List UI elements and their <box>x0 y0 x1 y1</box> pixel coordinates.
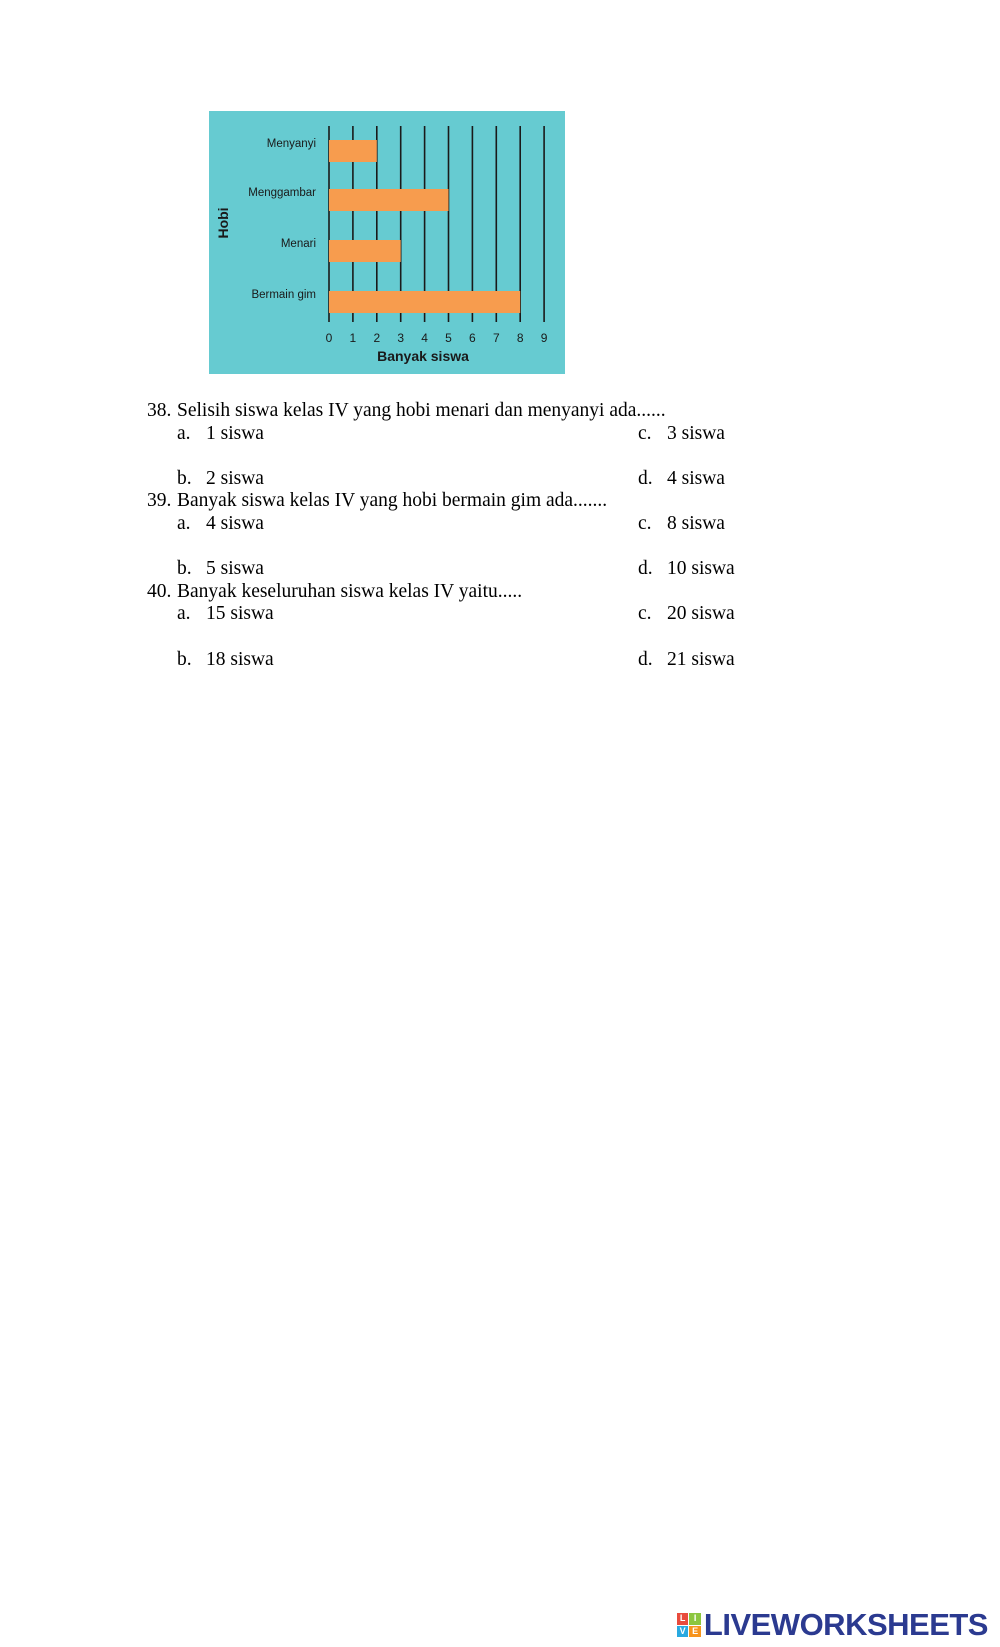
logo-block: I <box>689 1613 701 1625</box>
option-c[interactable]: c. 20 siswa <box>638 603 735 625</box>
option-c[interactable]: c. 8 siswa <box>638 512 725 534</box>
x-tick-label: 1 <box>349 331 357 345</box>
logo-text: LIVEWORKSHEETS <box>703 1607 988 1642</box>
option-a[interactable]: a. 1 siswa <box>177 422 264 444</box>
x-tick-label: 7 <box>492 331 500 345</box>
option-a[interactable]: a. 4 siswa <box>177 512 264 534</box>
question-text: Banyak siswa kelas IV yang hobi bermain gim ada....... <box>177 490 608 512</box>
options-row <box>147 603 847 626</box>
logo-block: L <box>677 1613 689 1625</box>
option-b[interactable]: b. 2 siswa <box>177 467 264 489</box>
bar-chart-svg <box>209 111 565 374</box>
bar <box>329 140 377 162</box>
y-axis-title: Hobi <box>215 207 231 239</box>
question-38 <box>147 400 847 423</box>
question-number: 38. <box>147 400 172 421</box>
x-tick-label: 2 <box>373 331 381 345</box>
x-tick-label: 0 <box>325 331 333 345</box>
x-tick-label: 5 <box>445 331 452 345</box>
question-number: 40. <box>147 580 172 602</box>
options-row <box>147 468 847 491</box>
options-row <box>147 513 847 536</box>
question-number: 39. <box>147 490 172 512</box>
liveworksheets-logo[interactable] <box>677 1608 988 1642</box>
options-row <box>147 649 847 672</box>
category-label: Menari <box>280 238 316 250</box>
x-tick-label: 4 <box>421 331 428 345</box>
x-tick-label: 9 <box>540 331 548 345</box>
option-d[interactable]: d. 21 siswa <box>638 648 735 670</box>
category-label: Menyanyi <box>266 138 316 150</box>
bar <box>329 240 401 262</box>
question-39 <box>147 490 847 513</box>
logo-block: E <box>689 1626 701 1638</box>
options-row <box>147 558 847 581</box>
category-label: Bermain gim <box>251 289 316 301</box>
bar <box>329 189 449 211</box>
option-b[interactable]: b. 5 siswa <box>177 558 264 580</box>
x-tick-label: 8 <box>516 331 524 345</box>
question-text: Banyak keseluruhan siswa kelas IV yaitu..... <box>177 580 523 602</box>
option-a[interactable]: a. 15 siswa <box>177 603 274 625</box>
x-axis-title: Banyak siswa <box>377 348 469 364</box>
bar <box>329 291 520 313</box>
option-d[interactable]: d. 10 siswa <box>638 558 735 580</box>
option-c[interactable]: c. 3 siswa <box>638 422 725 444</box>
question-text: Selisih siswa kelas IV yang hobi menari dan menyanyi ada...... <box>177 400 666 421</box>
bar-chart <box>209 111 565 374</box>
option-d[interactable]: d. 4 siswa <box>638 467 725 489</box>
logo-block: V <box>677 1626 689 1638</box>
logo-blocks-icon <box>677 1613 701 1637</box>
category-label: Menggambar <box>248 187 316 199</box>
option-b[interactable]: b. 18 siswa <box>177 648 274 670</box>
question-list <box>147 400 847 671</box>
options-row <box>147 423 847 446</box>
x-tick-label: 3 <box>397 331 405 345</box>
question-40 <box>147 581 847 604</box>
x-tick-label: 6 <box>469 331 476 345</box>
